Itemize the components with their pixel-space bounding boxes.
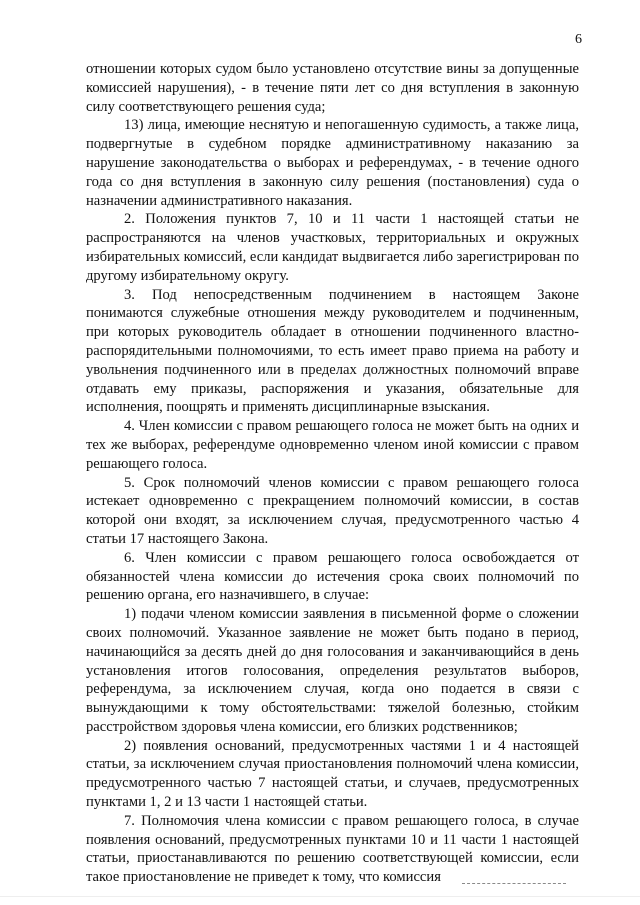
page-number: 6 (575, 32, 582, 47)
paragraph-part-6-item-1: 1) подачи членом комиссии заявления в письменной форме о сложении своих полномочий. Указанное заявление не может быть подано в период, начинающийся за десять дней до дня голосования и заканчивающийся в день установления итогов голосования, определения результатов выборов, референдума, за исключением случая, когда оно подается в связи с вынуждающими к тому обстоятельствами: тяжелой болезнью, стойким расстройством здоровья члена комиссии, его близких родственников; (86, 606, 579, 735)
paragraph-part-2: 2. Положения пунктов 7, 10 и 11 части 1 настоящей статьи не распространяются на членов участковых, территориальных и окружных избирательных комиссий, если кандидат выдвигается либо зарегистрирован по другому избирательному округу. (86, 211, 579, 284)
paragraph-part-7: 7. Полномочия члена комиссии с правом решающего голоса, в случае появления оснований, предусмотренных пунктами 10 и 11 части 1 настоящей статьи, приостанавливаются по решению соответствующей комиссии, если такое приостановление не приведет к тому, что комиссия (86, 812, 579, 886)
footer-dashed-rule (462, 883, 566, 884)
paragraph-part-4: 4. Член комиссии с правом решающего голоса не может быть на одних и тех же выборах, референдуме одновременно членом иной комиссии с правом решающего голоса. (86, 418, 579, 472)
scan-edge-line (0, 896, 640, 897)
paragraph-item-13: 13) лица, имеющие неснятую и непогашенную судимость, а также лица, подвергнутые в судебном порядке административному наказанию за нарушение законодательства о выборах и референдумах, - в течение одного года со дня вступления в законную силу решения (постановления) суда о назначении административного наказания. (86, 117, 579, 209)
paragraph-part-6-item-2: 2) появления оснований, предусмотренных частями 1 и 4 настоящей статьи, за исключением случая приостановления полномочий члена комиссии, предусмотренного частью 7 настоящей статьи, и случаев, предусмотренных пунктами 1, 2 и 13 части 1 настоящей статьи. (86, 737, 579, 811)
paragraph-part-5: 5. Срок полномочий членов комиссии с правом решающего голоса истекает одновременно с прекращением полномочий комиссии, в состав которой они входят, за исключением случая, предусмотренного частью 4 статьи 17 настоящего Закона. (86, 474, 579, 547)
paragraph-part-3: 3. Под непосредственным подчинением в настоящем Законе понимаются служебные отношения между руководителем и подчиненным, при которых руководитель обладает в отношении подчиненного властно-распорядительными полномочиями, то есть имеет право приема на работу и увольнения подчиненного или в пределах должностных полномочий вправе отдавать ему приказы, распоряжения и указания, обязательные для исполнения, поощрять и применять дисциплинарные взыскания. (86, 286, 579, 416)
paragraph-continuation: отношении которых судом было установлено отсутствие вины за допущенные комиссией нарушения), - в течение пяти лет со дня вступления в законную силу соответствующего решения суда; (86, 61, 579, 115)
document-body (86, 60, 579, 887)
paragraph-part-6: 6. Член комиссии с правом решающего голоса освобождается от обязанностей члена комиссии до истечения срока своих полномочий по решению органа, его назначившего, в случае: (86, 549, 579, 604)
